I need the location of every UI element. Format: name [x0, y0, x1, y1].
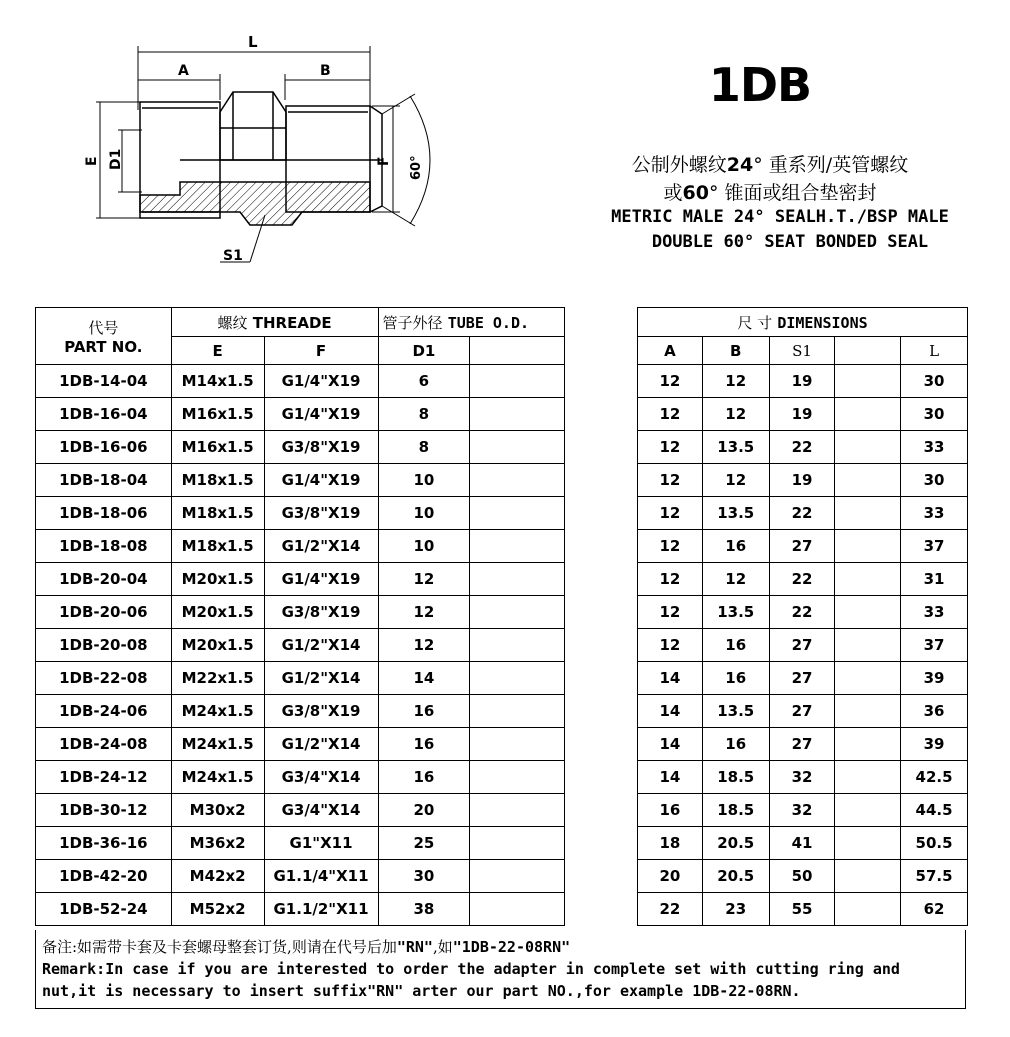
table-row: [638, 761, 968, 794]
header-tube-en: TUBE O.D.: [447, 313, 530, 332]
fitting-drawing: [70, 20, 470, 280]
cell-d1: 10: [378, 497, 470, 530]
cell-l: 33: [901, 497, 968, 530]
cell-b: 16: [702, 629, 769, 662]
table-row: [36, 365, 565, 398]
cell-f: G3/8"X19: [264, 695, 378, 728]
cell-b: 16: [702, 728, 769, 761]
cell-e: M18x1.5: [171, 497, 264, 530]
header-row-1: [36, 308, 565, 337]
header-col-empty-right: [835, 337, 901, 365]
table-row: [638, 629, 968, 662]
cell-b: 18.5: [702, 794, 769, 827]
cell-part-no: 1DB-36-16: [36, 827, 172, 860]
cell-empty: [835, 563, 901, 596]
cell-f: G3/8"X19: [264, 431, 378, 464]
cell-b: 13.5: [702, 695, 769, 728]
cell-s1: 27: [769, 695, 835, 728]
remark-cn-d: "1DB-22-08RN": [452, 938, 571, 956]
cell-e: M20x1.5: [171, 563, 264, 596]
cell-f: G1/2"X14: [264, 629, 378, 662]
cell-a: 12: [638, 563, 703, 596]
cell-l: 30: [901, 464, 968, 497]
cell-empty: [470, 761, 565, 794]
dim-d1-label: D1: [108, 148, 124, 170]
cell-d1: 12: [378, 596, 470, 629]
cell-e: M24x1.5: [171, 695, 264, 728]
cell-d1: 16: [378, 695, 470, 728]
cell-f: G1/4"X19: [264, 464, 378, 497]
cell-empty: [470, 662, 565, 695]
cell-a: 14: [638, 695, 703, 728]
cell-b: 20.5: [702, 860, 769, 893]
table-row: [638, 431, 968, 464]
cell-empty: [835, 662, 901, 695]
cell-f: G3/8"X19: [264, 497, 378, 530]
table-row: [36, 629, 565, 662]
title-cn-line2: [560, 178, 980, 205]
header-col-a: A: [638, 337, 703, 365]
cell-empty: [835, 530, 901, 563]
table-row: [638, 794, 968, 827]
cell-part-no: 1DB-52-24: [36, 893, 172, 926]
cell-empty: [835, 464, 901, 497]
header-col-f: F: [264, 337, 378, 365]
title-cn-line1-b: 24: [726, 154, 754, 176]
title-cn-line1-c: ° 重系列/英管螺纹: [753, 154, 909, 176]
table-row: [36, 596, 565, 629]
cell-l: 30: [901, 365, 968, 398]
header-dims-en: DIMENSIONS: [777, 313, 868, 332]
cell-d1: 10: [378, 530, 470, 563]
cell-e: M18x1.5: [171, 464, 264, 497]
cell-e: M16x1.5: [171, 398, 264, 431]
cell-f: G3/4"X14: [264, 794, 378, 827]
cell-empty: [835, 893, 901, 926]
cell-empty: [470, 530, 565, 563]
cell-empty: [470, 728, 565, 761]
cell-part-no: 1DB-42-20: [36, 860, 172, 893]
header-col-e: E: [171, 337, 264, 365]
cell-a: 20: [638, 860, 703, 893]
cell-a: 12: [638, 596, 703, 629]
table-row: [638, 398, 968, 431]
cell-part-no: 1DB-30-12: [36, 794, 172, 827]
table-row: [638, 596, 968, 629]
table-row: [638, 827, 968, 860]
header-col-d1: D1: [378, 337, 470, 365]
right-table-body: [638, 365, 968, 926]
table-row: [638, 695, 968, 728]
cell-l: 44.5: [901, 794, 968, 827]
cell-a: 12: [638, 431, 703, 464]
remark-cn-c: ,如: [432, 938, 453, 956]
table-row: [36, 695, 565, 728]
cell-s1: 41: [769, 827, 835, 860]
cell-e: M24x1.5: [171, 761, 264, 794]
cell-f: G3/4"X14: [264, 761, 378, 794]
cell-empty: [835, 398, 901, 431]
cell-s1: 22: [769, 497, 835, 530]
cell-d1: 10: [378, 464, 470, 497]
title-cn-line2-c: ° 锥面或组合垫密封: [708, 182, 877, 204]
cell-l: 37: [901, 530, 968, 563]
cell-l: 50.5: [901, 827, 968, 860]
cell-empty: [835, 431, 901, 464]
remark-cn-b: "RN": [396, 938, 433, 956]
cell-d1: 6: [378, 365, 470, 398]
cell-part-no: 1DB-24-08: [36, 728, 172, 761]
cell-empty: [470, 695, 565, 728]
spec-table-right: [637, 307, 968, 926]
cell-l: 42.5: [901, 761, 968, 794]
header-dims-cn: 尺 寸: [737, 313, 773, 332]
dim-l-line: [138, 46, 370, 110]
cell-s1: 27: [769, 629, 835, 662]
cell-e: M20x1.5: [171, 629, 264, 662]
table-row: [36, 497, 565, 530]
product-code: 1DB: [708, 58, 812, 112]
cell-l: 62: [901, 893, 968, 926]
title-cn-line2-b: 60: [682, 182, 709, 204]
cell-e: M30x2: [171, 794, 264, 827]
cell-part-no: 1DB-16-04: [36, 398, 172, 431]
cell-b: 13.5: [702, 497, 769, 530]
cell-empty: [470, 365, 565, 398]
title-cn-line2-a: 或: [663, 182, 683, 204]
header-dimensions: [638, 308, 968, 337]
cell-d1: 8: [378, 431, 470, 464]
cell-part-no: 1DB-22-08: [36, 662, 172, 695]
cell-l: 33: [901, 596, 968, 629]
cell-f: G3/8"X19: [264, 596, 378, 629]
cell-a: 12: [638, 629, 703, 662]
cell-a: 12: [638, 365, 703, 398]
dim-f-label: F: [376, 156, 392, 166]
table-row: [36, 827, 565, 860]
cell-b: 12: [702, 365, 769, 398]
cell-s1: 55: [769, 893, 835, 926]
table-row: [36, 893, 565, 926]
cell-f: G1.1/2"X11: [264, 893, 378, 926]
cell-l: 37: [901, 629, 968, 662]
cell-empty: [470, 860, 565, 893]
cell-part-no: 1DB-24-12: [36, 761, 172, 794]
dim-a-label: A: [178, 63, 189, 79]
table-row: [36, 662, 565, 695]
cell-empty: [835, 695, 901, 728]
cell-a: 12: [638, 398, 703, 431]
cell-b: 13.5: [702, 596, 769, 629]
table-row: [36, 563, 565, 596]
cell-empty: [470, 629, 565, 662]
cell-b: 16: [702, 530, 769, 563]
header-part: [36, 308, 172, 365]
left-table-body: [36, 365, 565, 926]
table-row: [36, 431, 565, 464]
table-row: [36, 860, 565, 893]
cell-empty: [835, 860, 901, 893]
cell-a: 18: [638, 827, 703, 860]
cell-empty: [835, 794, 901, 827]
cell-b: 12: [702, 464, 769, 497]
cell-s1: 32: [769, 761, 835, 794]
cell-e: M36x2: [171, 827, 264, 860]
cell-empty: [470, 464, 565, 497]
cell-s1: 19: [769, 464, 835, 497]
cell-l: 30: [901, 398, 968, 431]
cell-empty: [835, 827, 901, 860]
cell-f: G1"X11: [264, 827, 378, 860]
cell-d1: 14: [378, 662, 470, 695]
remark-en-line1: Remark:In case if you are interested to order the adapter in complete set with cutting ring and: [42, 960, 900, 978]
cell-d1: 12: [378, 629, 470, 662]
cell-a: 12: [638, 530, 703, 563]
cell-d1: 20: [378, 794, 470, 827]
cell-part-no: 1DB-18-06: [36, 497, 172, 530]
cell-empty: [470, 398, 565, 431]
cell-e: M24x1.5: [171, 728, 264, 761]
cell-e: M18x1.5: [171, 530, 264, 563]
cell-part-no: 1DB-14-04: [36, 365, 172, 398]
cell-b: 13.5: [702, 431, 769, 464]
table-row: [638, 563, 968, 596]
cell-s1: 50: [769, 860, 835, 893]
cell-d1: 38: [378, 893, 470, 926]
cell-part-no: 1DB-18-04: [36, 464, 172, 497]
table-row: [638, 464, 968, 497]
title-cn-line1: [560, 150, 980, 177]
cell-b: 16: [702, 662, 769, 695]
cell-empty: [470, 497, 565, 530]
cell-empty: [835, 761, 901, 794]
cell-a: 14: [638, 761, 703, 794]
cell-l: 57.5: [901, 860, 968, 893]
header-part-en: PART NO.: [64, 337, 143, 356]
cell-e: M52x2: [171, 893, 264, 926]
cell-e: M14x1.5: [171, 365, 264, 398]
cell-s1: 32: [769, 794, 835, 827]
cell-empty: [470, 431, 565, 464]
table-row: [638, 662, 968, 695]
cell-empty: [470, 893, 565, 926]
cell-part-no: 1DB-24-06: [36, 695, 172, 728]
cell-part-no: 1DB-18-08: [36, 530, 172, 563]
header-row-2-right: [638, 337, 968, 365]
header-col-s1: S1: [769, 337, 835, 365]
cell-d1: 16: [378, 761, 470, 794]
cell-b: 12: [702, 398, 769, 431]
cell-b: 12: [702, 563, 769, 596]
table-row: [638, 365, 968, 398]
cell-s1: 27: [769, 662, 835, 695]
cell-b: 18.5: [702, 761, 769, 794]
header-thread-cn: 螺纹: [217, 313, 248, 332]
cell-s1: 19: [769, 398, 835, 431]
cell-empty: [470, 794, 565, 827]
cell-f: G1/4"X19: [264, 365, 378, 398]
title-en-line2: DOUBLE 60° SEAT BONDED SEAL: [651, 232, 929, 252]
cell-a: 12: [638, 497, 703, 530]
cell-s1: 27: [769, 728, 835, 761]
header-part-cn: 代号: [88, 318, 119, 337]
spec-table-left: [35, 307, 565, 926]
cell-a: 22: [638, 893, 703, 926]
cell-a: 16: [638, 794, 703, 827]
cell-empty: [470, 827, 565, 860]
remark-en-line2: nut,it is necessary to insert suffix"RN" arter our part NO.,for example 1DB-22-08RN.: [42, 982, 801, 1000]
remark-cn: [42, 936, 959, 958]
header-tube-cn: 管子外径: [382, 313, 443, 332]
cell-d1: 12: [378, 563, 470, 596]
header-col-empty: [470, 337, 565, 365]
cell-s1: 27: [769, 530, 835, 563]
title-cn-line1-a: 公制外螺纹: [631, 154, 727, 176]
table-row: [638, 530, 968, 563]
cell-s1: 22: [769, 563, 835, 596]
header-row-1-right: [638, 308, 968, 337]
table-row: [36, 464, 565, 497]
cell-l: 39: [901, 662, 968, 695]
cell-f: G1/2"X14: [264, 662, 378, 695]
cell-e: M22x1.5: [171, 662, 264, 695]
cell-l: 31: [901, 563, 968, 596]
cell-f: G1/4"X19: [264, 398, 378, 431]
cell-d1: 30: [378, 860, 470, 893]
cell-f: G1/2"X14: [264, 728, 378, 761]
cell-s1: 22: [769, 431, 835, 464]
table-row: [36, 761, 565, 794]
cell-part-no: 1DB-20-04: [36, 563, 172, 596]
cell-d1: 8: [378, 398, 470, 431]
cell-a: 14: [638, 728, 703, 761]
dim-e-label: E: [84, 156, 100, 166]
cell-empty: [470, 596, 565, 629]
dim-angle-label: 60°: [409, 155, 424, 180]
cell-e: M16x1.5: [171, 431, 264, 464]
cell-a: 14: [638, 662, 703, 695]
cell-b: 20.5: [702, 827, 769, 860]
cell-f: G1/2"X14: [264, 530, 378, 563]
dim-s1-label: S1: [223, 248, 243, 264]
cell-empty: [470, 563, 565, 596]
table-row: [638, 893, 968, 926]
header-col-b: B: [702, 337, 769, 365]
remark-box: [35, 930, 966, 1009]
cell-s1: 19: [769, 365, 835, 398]
cell-f: G1/4"X19: [264, 563, 378, 596]
cell-l: 36: [901, 695, 968, 728]
cell-empty: [835, 365, 901, 398]
table-row: [638, 728, 968, 761]
cell-empty: [835, 497, 901, 530]
table-row: [638, 860, 968, 893]
table-row: [36, 794, 565, 827]
cell-empty: [835, 596, 901, 629]
cell-part-no: 1DB-16-06: [36, 431, 172, 464]
header-col-l: L: [901, 337, 968, 365]
cell-d1: 16: [378, 728, 470, 761]
cell-s1: 22: [769, 596, 835, 629]
title-en-line1: METRIC MALE 24° SEALH.T./BSP MALE: [611, 207, 949, 227]
cell-a: 12: [638, 464, 703, 497]
dim-l-label: L: [248, 33, 258, 51]
dim-b-label: B: [320, 63, 331, 79]
cell-part-no: 1DB-20-06: [36, 596, 172, 629]
table-row: [36, 530, 565, 563]
cell-l: 33: [901, 431, 968, 464]
header-thread: [171, 308, 378, 337]
cell-d1: 25: [378, 827, 470, 860]
cell-e: M42x2: [171, 860, 264, 893]
cell-e: M20x1.5: [171, 596, 264, 629]
cell-b: 23: [702, 893, 769, 926]
cell-empty: [835, 728, 901, 761]
cell-part-no: 1DB-20-08: [36, 629, 172, 662]
cell-f: G1.1/4"X11: [264, 860, 378, 893]
table-row: [36, 398, 565, 431]
header-thread-en: THREADE: [252, 313, 332, 332]
cell-l: 39: [901, 728, 968, 761]
cell-empty: [835, 629, 901, 662]
header-tube: [378, 308, 565, 337]
table-row: [36, 728, 565, 761]
table-row: [638, 497, 968, 530]
remark-cn-a: 备注:如需带卡套及卡套螺母整套订货,则请在代号后加: [42, 938, 397, 956]
